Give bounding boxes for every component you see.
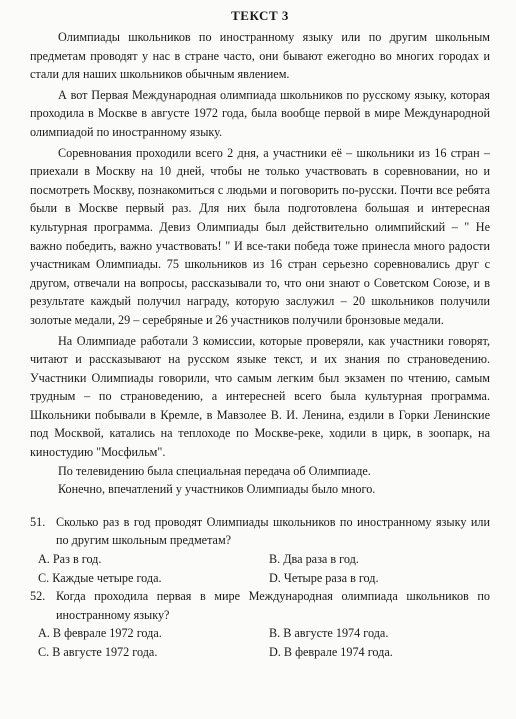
question-text: Когда проходила первая в мире Международная олимпиада школьников по иностранному языку? [56, 589, 490, 622]
question-51 [30, 513, 490, 587]
paragraph-6: Конечно, впечатлений у участников Олимпиады было много. [58, 482, 376, 497]
question-list [30, 513, 490, 662]
answer-option-a[interactable]: А. В феврале 1972 года. [38, 626, 162, 641]
answer-options [30, 550, 490, 587]
answer-option-b[interactable]: В. Два раза в год. [269, 552, 359, 567]
paragraph-4: На Олимпиаде работали 3 комиссии, которые проверяли, как участники говорят, читают и рассказывают на русском языке текст, и их знания по страноведению. Участники Олимпиады говорили, что самым легким был экзамен по чтению, самым трудным – по страноведению, а интересней всего была культурная программа. Школьники побывали в Кремле, в Мавзолее В. И. Ленина, ездили в Горки Ленинские под Москвой, катались на теплоходе по Москве-реке, ходили в цирк, в зоопарк, на киностудию "Мосфильм". [30, 333, 490, 460]
paragraph-5: По телевидению была специальная передача об Олимпиаде. [58, 463, 371, 478]
answer-option-c[interactable]: С. В августе 1972 года. [38, 645, 158, 659]
answer-option-d[interactable]: D. В феврале 1974 года. [269, 645, 393, 659]
paragraph-3: Соревнования проходили всего 2 дня, а участники её – школьники из 16 стран – приехали в Москву на 10 дней, чтобы не только участвовать в соревновании, но и посмотреть Москву, познакомиться с людьми и поговорить по-русски. Почти все ребята были в Москве первый раз. Для них была подготовлена большая и интересная культурная программа. Девиз Олимпиады был действительно олимпийский – " Не важно победить, важно участвовать! " И все-таки победа тоже принесла много радости участникам Олимпиады. 75 школьников из 16 стран серьезно соревновались друг с другом, отвечали на вопросы, рассказывали то, что они знают о Советском Союзе, и в результате каждый получил награду, которую заслужил – 20 школьников получили золотые медали, 29 – серебряные и 26 участников получили бронзовые медали. [30, 145, 490, 327]
question-number: 52. [30, 589, 46, 604]
answer-option-d[interactable]: D. Четыре раза в год. [269, 570, 379, 585]
text-title: ТЕКСТ 3 [231, 8, 289, 23]
answer-option-b[interactable]: В. В августе 1974 года. [269, 626, 389, 641]
question-number: 51. [30, 514, 46, 529]
answer-options [30, 624, 490, 661]
paragraph-1: Олимпиады школьников по иностранному языку или по другим школьным предметам проводят у нас в стране часто, они бывают ежегодно во многих городах и стали для наших школьников обычным явлением. [30, 30, 490, 82]
paragraph-2: А вот Первая Международная олимпиада школьников по русскому языку, которая проходила в Москве в августе 1972 года, была вообще первой в мире Международной олимпиадой по иностранному языку. [30, 87, 490, 139]
answer-option-c[interactable]: С. Каждые четыре года. [38, 570, 162, 585]
question-52 [30, 587, 490, 661]
answer-option-a[interactable]: А. Раз в год. [38, 552, 102, 567]
question-text: Сколько раз в год проводят Олимпиады школьников по иностранному языку или по другим школьным предметам? [56, 514, 490, 548]
